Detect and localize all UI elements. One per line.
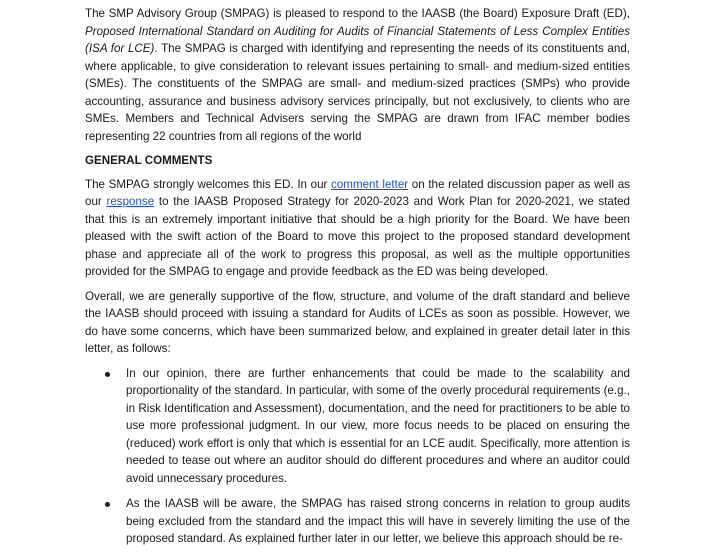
general-comments-heading: GENERAL COMMENTS <box>85 154 213 167</box>
list-item <box>85 365 630 488</box>
concerns-list <box>85 365 630 548</box>
bullet-icon <box>105 502 110 507</box>
response-link[interactable]: response <box>106 195 155 208</box>
intro-text-1: The SMP Advisory Group (SMPAG) is pleased to respond to the IAASB (the Board) Exposure Draft (ED), <box>85 7 630 20</box>
list-item-text: In our opinion, there are further enhancements that could be made to the scalability and proportionality of the standard. In particular, with some of the overly procedural requirements (e.g., in Risk Identification and Assessment), documentation, and the need for practitioners to be able to use more professional judgment. In our view, more focus needs to be placed on ensuring the (reduced) work effort is only that which is essential for an LCE audit. Specifically, more attention is needed to tease out where an auditor should do different procedures and where an auditor could avoid unnecessary procedures. <box>126 366 630 485</box>
list-item-text: As the IAASB will be aware, the SMPAG has raised strong concerns in relation to group audits being excluded from the standard and the impact this will have in severely limiting the use of the proposed standard. As explained further later in our letter, we believe this approach should be re- <box>126 497 630 545</box>
para1-text-3: to the IAASB Proposed Strategy for 2020-2023 and Work Plan for 2020-2021, we stated that this is an extremely important initiative that should be a high priority for the Board. We have been pleased with the swift action of the Board to move this project to the proposed standard development phase and appreciate all of the work to progress this proposal, as well as the multiple opportunities provided for the SMPAG to engage and provide feedback as the ED was being developed. <box>85 195 630 278</box>
comment-letter-link[interactable]: comment letter <box>331 177 409 191</box>
list-item <box>85 495 630 548</box>
para1-text-2: on the related discussion paper as well as our <box>85 177 630 208</box>
document-page <box>85 5 630 556</box>
intro-paragraph <box>85 5 630 145</box>
ed-title: Proposed International Standard on Auditing for Audits of Financial Statements of Less Complex Entities (ISA for LCE) <box>85 24 630 55</box>
general-paragraph-1 <box>85 176 630 281</box>
bullet-icon <box>105 372 110 377</box>
para1-text-1: The SMPAG strongly welcomes this ED. In our <box>85 177 332 191</box>
general-paragraph-2: Overall, we are generally supportive of the flow, structure, and volume of the draft standard and believe the IAASB should proceed with issuing a standard for Audits of LCEs as soon as possible. However, we do have some concerns, which have been summarized below, and explained in greater detail later in this letter, as follows: <box>85 289 630 355</box>
intro-text-2: . The SMPAG is charged with identifying and representing the needs of its constituents and, where applicable, to give consideration to relevant issues pertaining to small- and medium-sized entities (SMEs). The constituents of the SMPAG are small- and medium-sized practices (SMPs) who provide accounting, assurance and business advisory services principally, but not exclusively, to clients who are SMEs. Members and Technical Advisers serving the SMPAG are drawn from IFAC member bodies representing 22 countries from all regions of the world <box>85 42 630 143</box>
